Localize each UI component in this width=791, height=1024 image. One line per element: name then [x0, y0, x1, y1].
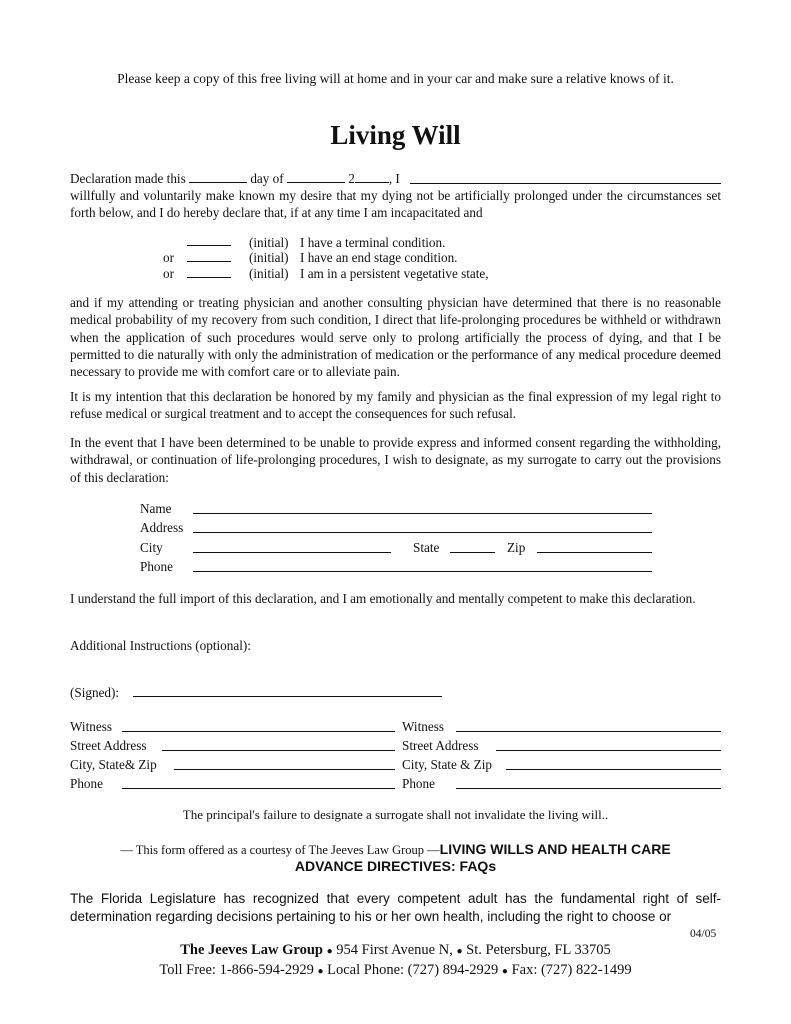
surrogate-state-label: State: [413, 540, 440, 555]
surrogate-phone-field[interactable]: [193, 571, 652, 572]
condition-prefix: or: [163, 266, 174, 281]
bullet-icon: ●: [317, 966, 324, 977]
bullet-icon: ●: [326, 946, 333, 957]
surrogate-name-field[interactable]: [193, 513, 652, 514]
declaration-made-this: Declaration made this: [70, 171, 186, 186]
declarant-name-blank[interactable]: [410, 183, 721, 184]
faq-heading-line1: LIVING WILLS AND HEALTH CARE: [439, 841, 671, 857]
paragraph-intention: It is my intention that this declaration be honored by my family and physician as the final expression of my legal right to refuse medical or surgical treatment and to accept the consequences for such refusal.: [70, 389, 721, 422]
year-blank[interactable]: [355, 170, 389, 183]
condition-text: I am in a persistent vegetative state,: [300, 266, 489, 281]
witness-left-city-field[interactable]: [174, 769, 395, 770]
witness-right-phone-field[interactable]: [456, 788, 721, 789]
footer-line1: [0, 941, 791, 961]
florida-paragraph: The Florida Legislature has recognized that every competent adult has the fundamental right of self-determination regarding decisions pertaining to his or her own health, including the right to choose or: [70, 891, 721, 924]
footer-address: 954 First Avenue N,: [336, 942, 453, 958]
condition-text: I have an end stage condition.: [300, 250, 458, 265]
declaration-line: [70, 170, 400, 187]
condition-text: I have a terminal condition.: [300, 235, 446, 250]
witness-left-street-label: Street Address: [70, 738, 147, 753]
declaration-comma-i: , I: [388, 171, 400, 186]
witness-left-city-label: City, State& Zip: [70, 757, 157, 772]
bullet-icon: ●: [501, 966, 508, 977]
witness-right-phone-label: Phone: [402, 776, 435, 791]
footer-firm: The Jeeves Law Group: [180, 942, 323, 958]
condition-initial-label: (initial): [249, 250, 289, 265]
witness-left-field[interactable]: [122, 731, 395, 732]
bullet-icon: ●: [456, 946, 463, 957]
witness-right-label: Witness: [402, 719, 444, 734]
date-code: 04/05: [690, 928, 717, 940]
month-blank[interactable]: [287, 170, 345, 183]
footer-local: Local Phone: (727) 894-2929: [327, 962, 499, 978]
notice-text: Please keep a copy of this free living will at home and in your car and make sure a relative knows of it.: [117, 71, 674, 86]
condition-prefix: or: [163, 250, 174, 265]
paragraph-surrogate: In the event that I have been determined to be unable to provide express and informed consent regarding the withholding, withdrawal, or continuation of life-prolonging procedures, I wish to designate, as my surrogate to carry out the provisions of this declaration:: [70, 435, 721, 485]
witness-right-street-label: Street Address: [402, 738, 479, 753]
faq-heading-line2: ADVANCE DIRECTIVES: FAQs: [294, 858, 497, 874]
declaration-rest: willfully and voluntarily make known my desire that my dying not be artificially prolonged under the circumstances set forth below, and I do hereby declare that, if at any time I am incapacitated and: [70, 188, 721, 221]
surrogate-city-field[interactable]: [193, 552, 391, 553]
witness-left-label: Witness: [70, 719, 112, 734]
surrogate-address-label: Address: [140, 520, 184, 535]
footer-fax: Fax: (727) 822-1499: [511, 962, 632, 978]
witness-right-city-label: City, State & Zip: [402, 757, 492, 772]
surrogate-city-label: City: [140, 540, 163, 555]
footer-line2: [0, 961, 791, 981]
surrogate-address-field[interactable]: [193, 532, 652, 533]
condition-initial-label: (initial): [249, 235, 289, 250]
paragraph-understand: I understand the full import of this declaration, and I am emotionally and mentally competent to make this declaration.: [70, 591, 696, 606]
page-title: Living Will: [330, 120, 461, 150]
surrogate-zip-field[interactable]: [537, 552, 652, 553]
declaration-day-of: day of: [250, 171, 284, 186]
witness-right-street-field[interactable]: [496, 750, 721, 751]
footer-city: St. Petersburg, FL 33705: [466, 942, 611, 958]
paragraph-physician: and if my attending or treating physician and another consulting physician have determined that there is no reasonable medical probability of my recovery from such condition, I direct that life-prolonging procedures be withheld or withdrawn when the application of such procedures would serve only to prolong artificially the process of dying, and that I be permitted to die naturally with only the administration of medication or the performance of any medical procedure deemed necessary to provide me with comfort care or to alleviate pain.: [70, 295, 721, 380]
failure-note: The principal's failure to designate a surrogate shall not invalidate the living will..: [182, 807, 609, 822]
declaration-year: 2: [348, 171, 355, 186]
witness-left-phone-field[interactable]: [122, 788, 395, 789]
surrogate-state-field[interactable]: [450, 552, 495, 553]
signature-field[interactable]: [133, 696, 442, 697]
witness-right-field[interactable]: [456, 731, 721, 732]
condition-initial-blank[interactable]: [187, 245, 231, 246]
condition-initial-blank[interactable]: [187, 261, 231, 262]
witness-left-phone-label: Phone: [70, 776, 103, 791]
surrogate-phone-label: Phone: [140, 559, 173, 574]
signed-label: (Signed):: [70, 685, 120, 700]
surrogate-zip-label: Zip: [507, 540, 526, 555]
additional-instructions-label: Additional Instructions (optional):: [70, 638, 251, 653]
condition-initial-label: (initial): [249, 266, 289, 281]
footer-tollfree: Toll Free: 1-866-594-2929: [159, 962, 314, 978]
witness-left-street-field[interactable]: [162, 750, 395, 751]
condition-initial-blank[interactable]: [187, 277, 231, 278]
witness-right-city-field[interactable]: [506, 769, 721, 770]
day-blank[interactable]: [189, 170, 247, 183]
courtesy-prefix: — This form offered as a courtesy of The Jeeves Law Group —: [120, 843, 440, 857]
surrogate-name-label: Name: [140, 501, 172, 516]
